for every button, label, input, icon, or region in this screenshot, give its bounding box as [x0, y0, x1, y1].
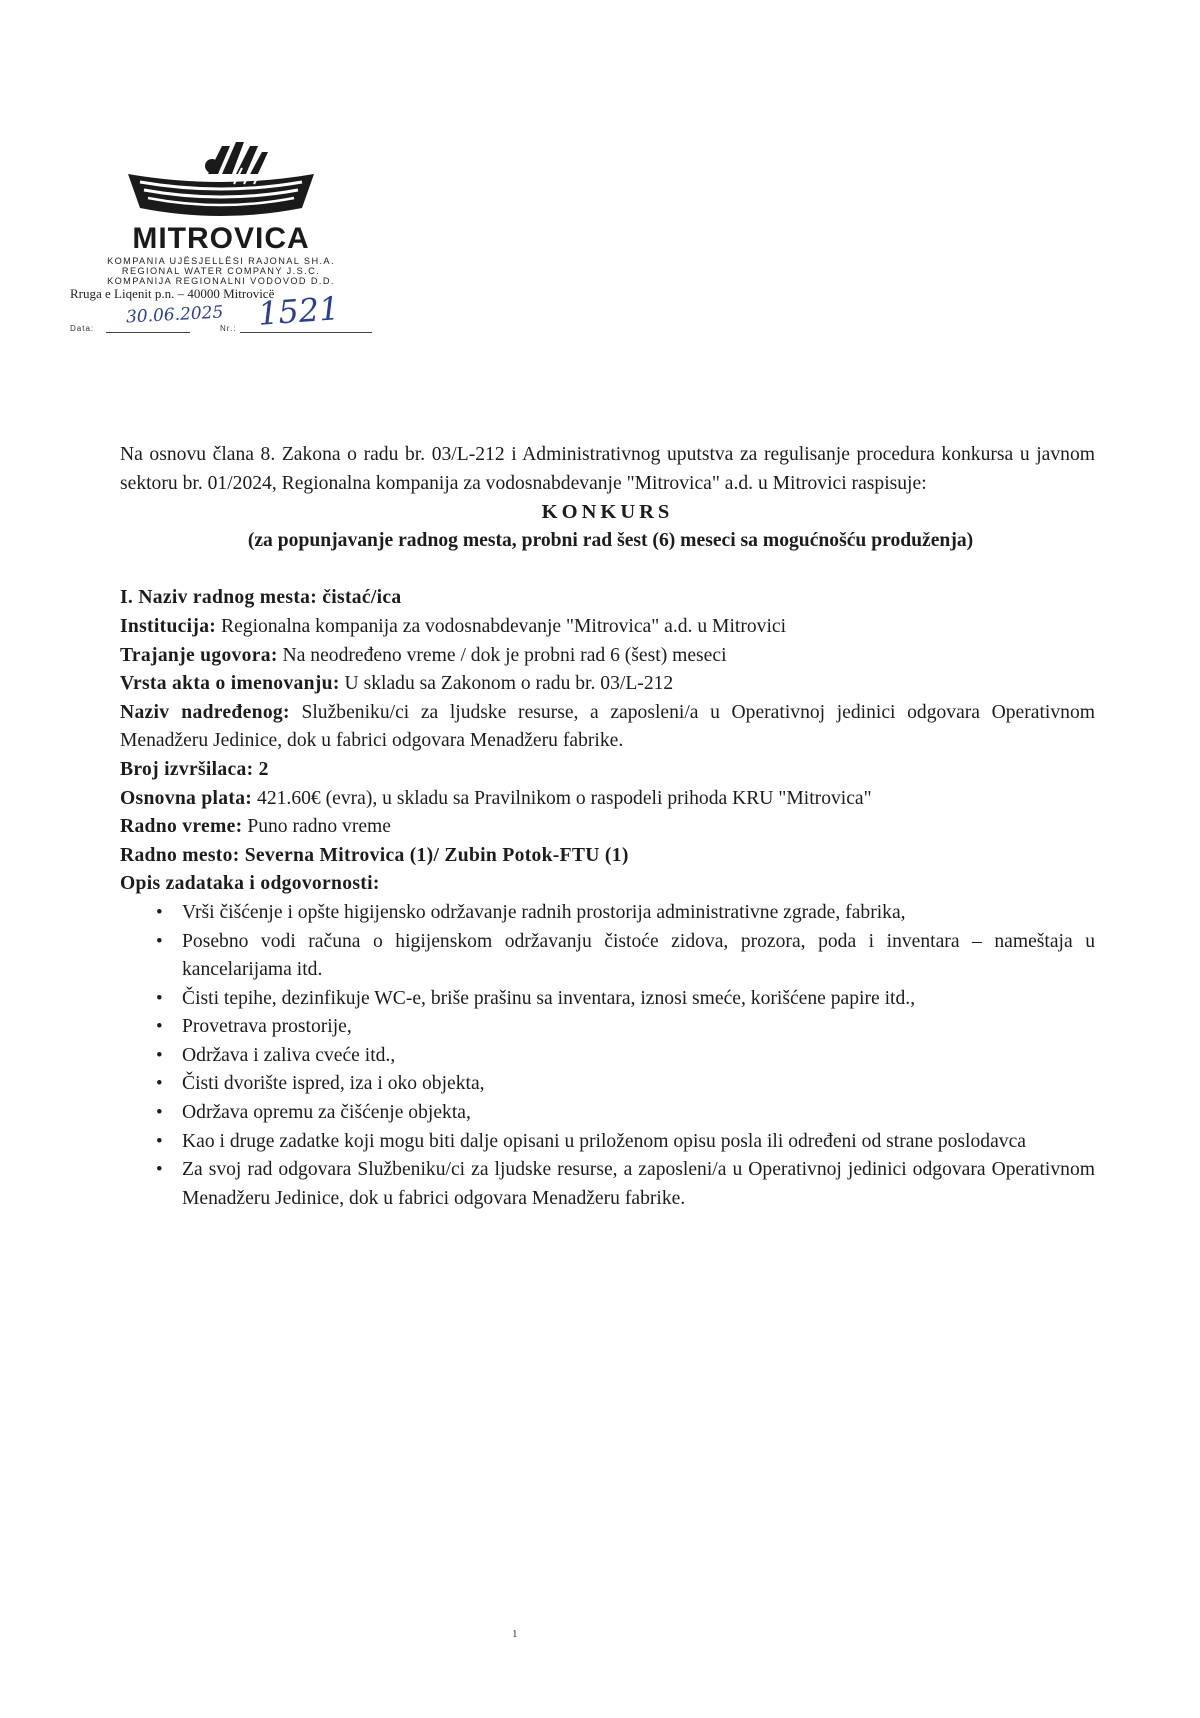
field-row [120, 642, 1095, 671]
duty-text: Čisti dvorište ispred, iza i oko objekta, [182, 1073, 485, 1095]
field-label: Radno mesto: Severna Mitrovica (1)/ Zubin Potok-FTU (1) [120, 844, 629, 866]
number-label: Nr.: [220, 324, 237, 333]
page-number: 1 [512, 1628, 518, 1640]
field-label: Institucija: [120, 615, 217, 637]
field-label: Opis zadataka i odgovornosti: [120, 873, 380, 895]
fields-list [120, 613, 1095, 899]
field-row [120, 699, 1095, 756]
field-label: Broj izvršilaca: 2 [120, 758, 269, 780]
bullet-icon: • [156, 1044, 163, 1066]
field-label: Trajanje ugovora: [120, 644, 278, 666]
field-value: Regionalna kompanija za vodosnabdevanje "Mitrovica" a.d. u Mitrovici [216, 615, 787, 637]
field-value: Službeniku/ci za ljudske resurse, a zaposleni/a u Operativnoj jedinici odgovara Operativnom Menadžeru Jedinice, dok u fabrici odgovara Menadžeru fabrike. [120, 701, 1095, 752]
spacer [120, 555, 1095, 584]
bullet-icon: • [156, 1102, 163, 1124]
duty-item [120, 985, 1095, 1014]
duty-item [120, 928, 1095, 985]
date-line [106, 332, 190, 333]
handwritten-date: 30.06.2025 [125, 302, 224, 328]
position-heading [120, 584, 1095, 613]
duty-item [120, 1099, 1095, 1128]
field-row [120, 785, 1095, 814]
field-value: Na neodređeno vreme / dok je probni rad 6 (šest) meseci [277, 644, 727, 666]
duty-item [120, 899, 1095, 928]
duty-item [120, 1156, 1095, 1213]
duty-item [120, 1042, 1095, 1071]
field-label: Vrsta akta o imenovanju: [120, 673, 340, 695]
company-logo-icon [126, 138, 316, 228]
duty-text: Posebno vodi računa o higijenskom održavanju čistoće zidova, prozora, poda i inventara – nameštaja u kancelarijama itd. [182, 930, 1095, 981]
company-name: MITROVICA [132, 222, 310, 255]
bullet-icon: • [156, 987, 163, 1009]
field-row [120, 756, 1095, 785]
duty-item [120, 1070, 1095, 1099]
duty-text: Održava i zaliva cveće itd., [182, 1044, 396, 1066]
field-value: Puno radno vreme [242, 816, 391, 838]
field-label: Naziv nadređenog: [120, 701, 290, 723]
company-address: Rruga e Liqenit p.n. – 40000 Mitrovicë [70, 286, 275, 301]
field-value: U skladu sa Zakonom o radu br. 03/L-212 [339, 673, 674, 695]
document-subtitle: (za popunjavanje radnog mesta, probni rad šest (6) meseci sa mogućnošću produženja) [247, 529, 974, 551]
bullet-icon: • [156, 1130, 163, 1152]
field-value: 421.60€ (evra), u skladu sa Pravilnikom o raspodeli prihoda KRU "Mitrovica" [252, 787, 872, 809]
field-row [120, 670, 1095, 699]
bullet-icon: • [156, 1016, 163, 1038]
field-label: Radno vreme: [120, 816, 243, 838]
bullet-icon: • [156, 1159, 163, 1181]
field-row [120, 813, 1095, 842]
field-row [120, 613, 1095, 642]
duty-text: Za svoj rad odgovara Službeniku/ci za ljudske resurse, a zaposleni/a u Operativnoj jedinici odgovara Operativnom Menadžeru Jedinice, dok u fabrici odgovara Menadžeru fabrike. [182, 1159, 1095, 1209]
duty-text: Provetrava prostorije, [182, 1016, 352, 1038]
duty-item [120, 1128, 1095, 1157]
date-label: Data: [70, 324, 95, 333]
document-title: KONKURS [541, 501, 674, 524]
bullet-icon: • [156, 901, 163, 923]
field-label: Osnovna plata: [120, 787, 253, 809]
company-name-albanian: KOMPANIA UJËSJELLËSI RAJONAL SH.A. [107, 256, 335, 266]
field-row [120, 870, 1095, 899]
bullet-icon: • [156, 1073, 163, 1095]
duty-text: Vrši čišćenje i opšte higijensko održavanje radnih prostorija administrativne zgrade, fabrika, [182, 901, 906, 923]
duty-text: Kao i druge zadatke koji mogu biti dalje opisani u priloženom opisu posla ili određeni od strane poslodavca [182, 1130, 1026, 1152]
duty-item [120, 1013, 1095, 1042]
bullet-icon: • [156, 930, 163, 952]
duty-text: Čisti tepihe, dezinfikuje WC-e, briše prašinu sa inventara, iznosi smeće, korišćene papire itd., [182, 987, 916, 1009]
handwritten-number: 1521 [256, 289, 341, 333]
company-name-serbian: KOMPANIJA REGIONALNI VODOVOD D.D. [107, 276, 335, 286]
field-row [120, 842, 1095, 871]
duty-text: Održava opremu za čišćenje objekta, [182, 1102, 471, 1124]
document-body [120, 441, 1095, 1213]
intro-paragraph: Na osnovu člana 8. Zakona o radu br. 03/L-212 i Administrativnog uputstva za regulisanje procedura konkursa u javnom sektoru br. 01/2024, Regionalna kompanija za vodosnabdevanje "Mitrovica" a.d. u Mitrovici raspisuje: [120, 444, 1095, 494]
duties-list [120, 899, 1095, 1214]
company-name-english: REGIONAL WATER COMPANY J.S.C. [121, 266, 321, 276]
position-heading-text: I. Naziv radnog mesta: čistać/ica [120, 587, 402, 609]
